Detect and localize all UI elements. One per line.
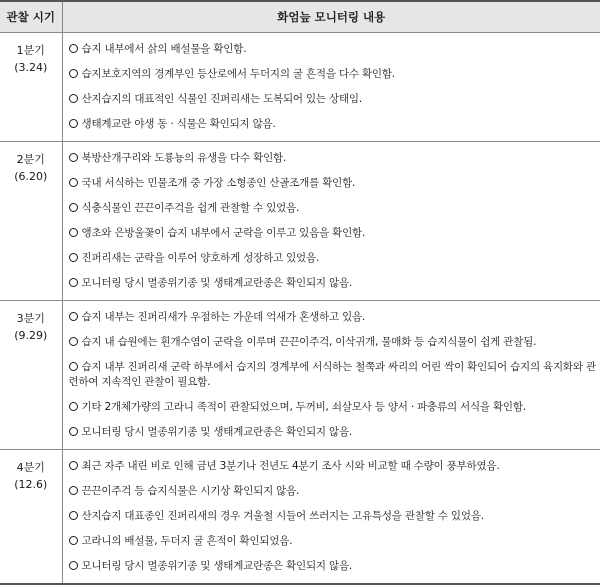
list-item-text: 산지습지의 대표적인 식물인 진퍼리새는 도복되어 있는 상태임. bbox=[82, 93, 362, 105]
list-item-text: 습지보호지역의 경계부인 등산로에서 두더지의 굴 흔적을 다수 확인함. bbox=[82, 68, 395, 80]
list-item-text: 끈끈이주걱 등 습지식물은 시기상 확인되지 않음. bbox=[82, 485, 300, 497]
list-item bbox=[69, 504, 600, 529]
list-item-text: 생태계교란 야생 동 · 식물은 확인되지 않음. bbox=[82, 118, 276, 130]
list-item-text: 모니터링 당시 멸종위기종 및 생태계교란종은 확인되지 않음. bbox=[82, 560, 353, 572]
circle-bullet-icon bbox=[69, 203, 78, 212]
period-cell bbox=[0, 142, 62, 301]
list-item bbox=[69, 395, 600, 420]
list-item-text: 진퍼리새는 군락을 이루어 양호하게 성장하고 있었음. bbox=[82, 252, 320, 264]
circle-bullet-icon bbox=[69, 362, 78, 371]
circle-bullet-icon bbox=[69, 69, 78, 78]
list-item bbox=[69, 271, 600, 296]
period-cell bbox=[0, 301, 62, 450]
list-item bbox=[69, 355, 600, 395]
list-item-text: 습지 내 습원에는 흰개수염이 군락을 이루며 끈끈이주걱, 이삭귀개, 물매화 등 습지식물이 쉽게 관찰됨. bbox=[82, 336, 537, 348]
header-content: 화엄늪 모니터링 내용 bbox=[62, 1, 600, 33]
circle-bullet-icon bbox=[69, 511, 78, 520]
table-row bbox=[0, 142, 600, 301]
list-item bbox=[69, 171, 600, 196]
table-row bbox=[0, 33, 600, 142]
circle-bullet-icon bbox=[69, 94, 78, 103]
circle-bullet-icon bbox=[69, 153, 78, 162]
list-item bbox=[69, 454, 600, 479]
circle-bullet-icon bbox=[69, 119, 78, 128]
period-date: (12.6) bbox=[1, 476, 61, 493]
list-item-text: 국내 서식하는 민물조개 중 가장 소형종인 산골조개를 확인함. bbox=[82, 177, 356, 189]
list-item bbox=[69, 305, 600, 330]
circle-bullet-icon bbox=[69, 402, 78, 411]
circle-bullet-icon bbox=[69, 486, 78, 495]
list-item bbox=[69, 87, 600, 112]
table-header-row bbox=[0, 1, 600, 33]
circle-bullet-icon bbox=[69, 337, 78, 346]
circle-bullet-icon bbox=[69, 312, 78, 321]
header-period: 관찰 시기 bbox=[0, 1, 62, 33]
list-item bbox=[69, 62, 600, 87]
list-item bbox=[69, 221, 600, 246]
circle-bullet-icon bbox=[69, 44, 78, 53]
list-item bbox=[69, 330, 600, 355]
period-label: 1분기 bbox=[1, 42, 61, 59]
period-label: 2분기 bbox=[1, 151, 61, 168]
content-cell bbox=[62, 450, 600, 585]
list-item bbox=[69, 529, 600, 554]
period-date: (6.20) bbox=[1, 168, 61, 185]
table-row bbox=[0, 450, 600, 585]
list-item-text: 모니터링 당시 멸종위기종 및 생태계교란종은 확인되지 않음. bbox=[82, 277, 353, 289]
content-cell bbox=[62, 33, 600, 142]
circle-bullet-icon bbox=[69, 461, 78, 470]
list-item bbox=[69, 196, 600, 221]
content-cell bbox=[62, 142, 600, 301]
list-item bbox=[69, 112, 600, 137]
list-item-text: 식충식물인 끈끈이주걱을 쉽게 관찰할 수 있었음. bbox=[82, 202, 300, 214]
circle-bullet-icon bbox=[69, 178, 78, 187]
table-row bbox=[0, 301, 600, 450]
circle-bullet-icon bbox=[69, 253, 78, 262]
list-item-text: 모니터링 당시 멸종위기종 및 생태계교란종은 확인되지 않음. bbox=[82, 426, 353, 438]
period-cell bbox=[0, 33, 62, 142]
circle-bullet-icon bbox=[69, 228, 78, 237]
circle-bullet-icon bbox=[69, 561, 78, 570]
period-label: 3분기 bbox=[1, 310, 61, 327]
table-body bbox=[0, 33, 600, 585]
list-item bbox=[69, 37, 600, 62]
list-item bbox=[69, 146, 600, 171]
period-label: 4분기 bbox=[1, 459, 61, 476]
list-item-text: 산지습지 대표종인 진퍼리새의 경우 겨울철 시들어 쓰러지는 고유특성을 관찰할 수 있었음. bbox=[82, 510, 484, 522]
period-date: (3.24) bbox=[1, 59, 61, 76]
circle-bullet-icon bbox=[69, 536, 78, 545]
list-item bbox=[69, 246, 600, 271]
period-date: (9.29) bbox=[1, 327, 61, 344]
circle-bullet-icon bbox=[69, 427, 78, 436]
list-item-text: 습지 내부는 진퍼리새가 우점하는 가운데 억새가 혼생하고 있음. bbox=[82, 311, 366, 323]
content-cell bbox=[62, 301, 600, 450]
circle-bullet-icon bbox=[69, 278, 78, 287]
list-item bbox=[69, 479, 600, 504]
list-item-text: 습지 내부 진퍼리새 군락 하부에서 습지의 경계부에 서식하는 철쭉과 싸리의 어린 싹이 확인되어 습지의 육지화와 관련하여 지속적인 관찰이 필요함. bbox=[69, 361, 596, 388]
list-item-text: 최근 자주 내린 비로 인해 금년 3분기나 전년도 4분기 조사 시와 비교할 때 수량이 풍부하였음. bbox=[82, 460, 500, 472]
list-item-text: 습지 내부에서 삵의 배설물을 확인함. bbox=[82, 43, 247, 55]
period-cell bbox=[0, 450, 62, 585]
list-item-text: 북방산개구리와 도룡뇽의 유생을 다수 확인함. bbox=[82, 152, 287, 164]
list-item-text: 기타 2개체가량의 고라니 족적이 관찰되었으며, 두꺼비, 쇠살모사 등 양서 · 파충류의 서식을 확인함. bbox=[82, 401, 526, 413]
list-item-text: 앵초와 은방울꽃이 습지 내부에서 군락을 이루고 있음을 확인함. bbox=[82, 227, 366, 239]
list-item bbox=[69, 420, 600, 445]
list-item-text: 고라니의 배설물, 두더지 굴 흔적이 확인되었음. bbox=[82, 535, 293, 547]
